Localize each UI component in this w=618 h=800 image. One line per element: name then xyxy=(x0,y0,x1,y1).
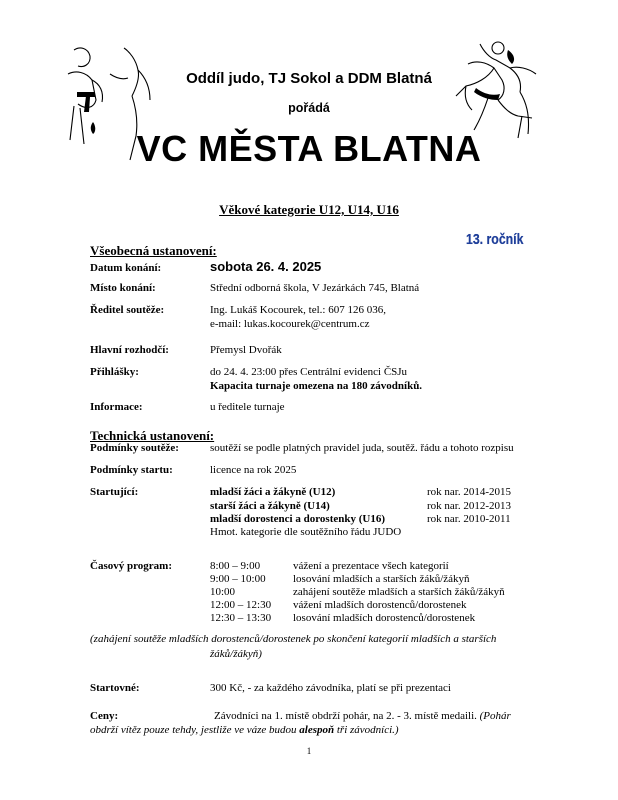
general-section-heading: Všeobecná ustanovení: xyxy=(90,243,217,258)
prizes-text: Závodníci na 1. místě obdrží pohár, na 2. - 3. místě medaili. xyxy=(214,710,477,722)
place-label: Místo konání: xyxy=(90,282,156,294)
schedule-note xyxy=(90,632,538,662)
schedule-note-line2: žáků/žákyň) xyxy=(210,648,262,660)
judo-illustration-right xyxy=(448,38,548,140)
edition-badge: 13. ročník xyxy=(466,231,524,248)
starter-years: rok nar. 2010-2011 xyxy=(427,513,511,525)
director-contact: Ing. Lukáš Kocourek, tel.: 607 126 036, xyxy=(210,304,386,316)
referee-value: Přemysl Dvořák xyxy=(210,344,282,356)
info-label: Informace: xyxy=(90,401,143,413)
organizer-heading: Oddíl judo, TJ Sokol a DDM Blatná xyxy=(186,70,432,87)
schedule-item: losování mladších dorostenců/dorostenek xyxy=(293,612,476,624)
page-number: 1 xyxy=(306,746,312,756)
starter-years: rok nar. 2014-2015 xyxy=(427,486,512,498)
prizes-note-start: (Pohár xyxy=(479,710,511,722)
starters-label: Startující: xyxy=(90,486,139,498)
date-label: Datum konání: xyxy=(90,262,162,274)
schedule-item: losování mladších a starších žáků/žákyň xyxy=(293,573,470,585)
starter-category: starší žáci a žákyně (U14) xyxy=(210,500,330,512)
schedule-label: Časový program: xyxy=(90,560,172,572)
start-conditions-label: Podmínky startu: xyxy=(90,464,173,476)
schedule-time: 12:30 – 13:30 xyxy=(210,612,272,624)
entries-deadline: do 24. 4. 23:00 přes Centrální evidenci ČSJu xyxy=(210,366,408,378)
start-conditions-value: licence na rok 2025 xyxy=(210,464,297,476)
schedule-item: vážení a prezentace všech kategorií xyxy=(293,560,449,572)
prizes-value xyxy=(214,710,511,722)
place-value: Střední odborná škola, V Jezárkách 745, Blatná xyxy=(210,282,420,294)
schedule-note-line1: (zahájení soutěže mladších dorostenců/dorostenek po skončení kategorií mladších a starších xyxy=(90,633,497,645)
entries-capacity: Kapacita turnaje omezena na 180 závodníků. xyxy=(210,380,423,392)
referee-label: Hlavní rozhodčí: xyxy=(90,344,169,356)
presents-label: pořádá xyxy=(288,101,330,115)
age-categories-heading: Věkové kategorie U12, U14, U16 xyxy=(219,202,399,217)
schedule-item: zahájení soutěže mladších a starších žáků/žákyň xyxy=(293,586,505,598)
prizes-note-emphasis: alespoň xyxy=(299,724,335,736)
rules-value: soutěží se podle platných pravidel juda, soutěž. řádu a tohoto rozpisu xyxy=(210,442,514,454)
schedule-time: 10:00 xyxy=(210,586,236,598)
prizes-note-end: tři závodníci.) xyxy=(336,724,399,736)
prizes-note xyxy=(90,724,399,736)
schedule-time: 9:00 – 10:00 xyxy=(210,573,266,585)
prizes-label: Ceny: xyxy=(90,710,119,722)
schedule-time: 12:00 – 12:30 xyxy=(210,599,272,611)
prizes-note-text: obdrží vítěz pouze tehdy, jestliže ve váze budou xyxy=(90,724,297,736)
page-title: VC MĚSTA BLATNA xyxy=(136,128,482,169)
schedule-item: vážení mladších dorostenců/dorostenek xyxy=(293,599,467,611)
rules-label: Podmínky soutěže: xyxy=(90,442,179,454)
starter-category: mladší žáci a žákyně (U12) xyxy=(210,486,336,498)
director-label: Ředitel soutěže: xyxy=(90,304,165,316)
schedule-time: 8:00 – 9:00 xyxy=(210,560,261,572)
fee-value: 300 Kč, - za každého závodníka, platí se při prezentaci xyxy=(210,682,451,694)
weight-categories-note: Hmot. kategorie dle soutěžního řádu JUDO xyxy=(210,526,402,538)
fee-label: Startovné: xyxy=(90,682,140,694)
entries-label: Přihlášky: xyxy=(90,366,139,378)
info-value: u ředitele turnaje xyxy=(210,401,285,413)
date-value: sobota 26. 4. 2025 xyxy=(210,259,322,274)
starter-category: mladší dorostenci a dorostenky (U16) xyxy=(210,513,385,525)
starter-years: rok nar. 2012-2013 xyxy=(427,500,512,512)
technical-section-heading: Technická ustanovení: xyxy=(90,428,215,443)
director-email: e-mail: lukas.kocourek@centrum.cz xyxy=(210,318,370,330)
